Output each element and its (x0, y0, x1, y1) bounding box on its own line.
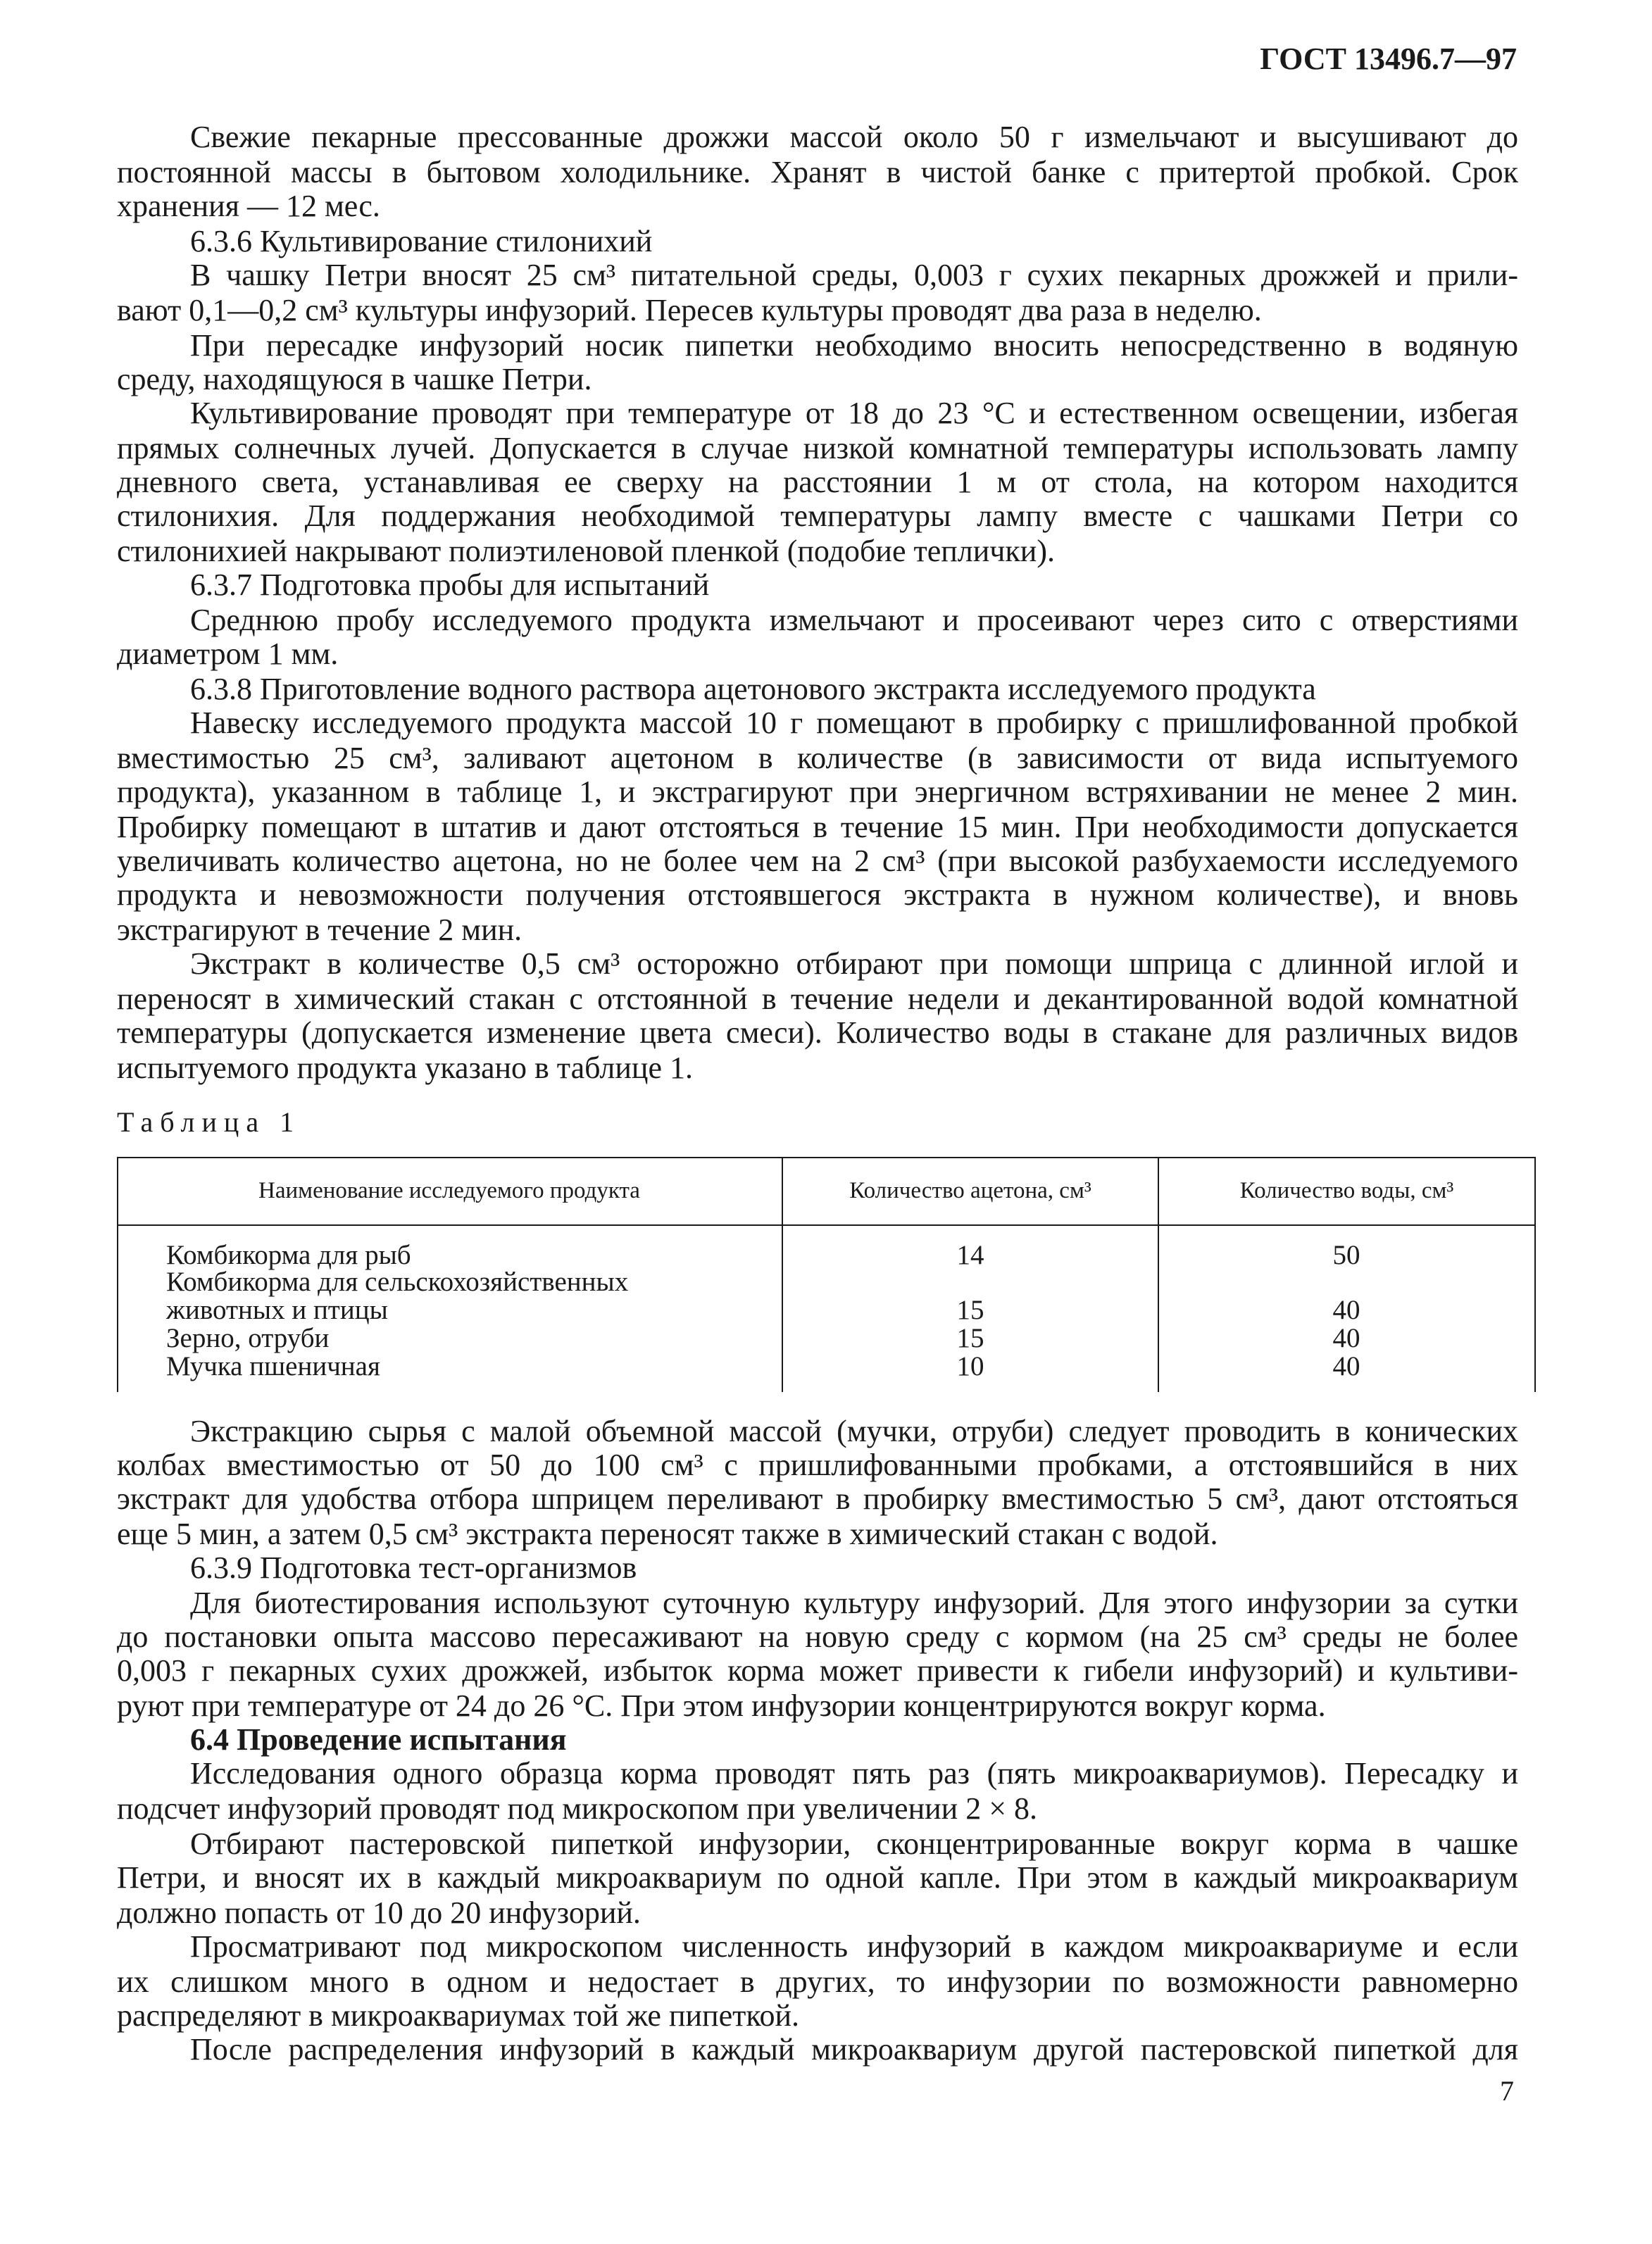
paragraph-line: продукта), указанном в таблице 1, и экстрагируют при энергичном встряхивании не менее 2 мин. (117, 775, 1518, 809)
paragraph-line: хранения — 12 мес. (117, 189, 380, 223)
table-cell-name: Мучка пшеничная (166, 1351, 380, 1381)
paragraph-line: подсчет инфузорий проводят под микроскопом при увеличении 2 × 8. (117, 1791, 1038, 1826)
section-heading-6-3-6: 6.3.6 Культивирование стилонихий (190, 224, 653, 258)
paragraph-line: Экстракт в количестве 0,5 см³ осторожно отбирают при помощи шприца с длинной иглой и (190, 946, 1518, 981)
page-number: 7 (1500, 2075, 1514, 2107)
table-rule (117, 1224, 1536, 1226)
paragraph-line: Просматривают под микроскопом численность инфузорий в каждом микроаквариуме и если (190, 1929, 1518, 1964)
paragraph-line: вместимостью 25 см³, заливают ацетоном в количестве (в зависимости от вида испытуемого (117, 741, 1518, 775)
table-rule (1534, 1157, 1536, 1392)
standard-header: ГОСТ 13496.7—97 (1260, 42, 1517, 76)
paragraph-line: Отбирают пастеровской пипеткой инфузории, сконцентрированные вокруг корма в чашке (190, 1826, 1518, 1861)
table-header-water: Количество воды, см³ (1239, 1178, 1454, 1203)
paragraph-line: среду, находящуюся в чашке Петри. (117, 362, 592, 396)
paragraph-line: Петри, и вносят их в каждый микроаквариум по одной капле. При этом в каждый микроаквариум (117, 1860, 1518, 1895)
data-table (117, 1157, 1536, 1392)
paragraph-line: В чашку Петри вносят 25 см³ питательной среды, 0,003 г сухих пекарных дрожжей и прили- (190, 258, 1518, 292)
paragraph-line: Культивирование проводят при температуре от 18 до 23 °С и естественном освещении, избегая (190, 396, 1518, 430)
table-cell-name: Комбикорма для сельскохозяйственных (166, 1267, 629, 1297)
paragraph-line: Для биотестирования используют суточную культуру инфузорий. Для этого инфузории за сутки (190, 1586, 1518, 1620)
table-caption: Таблица 1 (117, 1106, 301, 1138)
table-cell-name: Зерно, отруби (166, 1323, 330, 1353)
paragraph-line: еще 5 мин, а затем 0,5 см³ экстракта переносят также в химический стакан с водой. (117, 1517, 1218, 1551)
table-cell-water: 40 (1332, 1295, 1360, 1325)
paragraph-line: прямых солнечных лучей. Допускается в случае низкой комнатной температуры использовать лампу (117, 431, 1518, 465)
paragraph-line: 0,003 г пекарных сухих дрожжей, избыток корма может привести к гибели инфузорий) и культиви- (117, 1653, 1518, 1688)
paragraph-line: Пробирку помещают в штатив и дают отстояться в течение 15 мин. При необходимости допускается (117, 810, 1518, 844)
table-cell-acetone: 15 (956, 1295, 984, 1325)
paragraph-line: должно попасть от 10 до 20 инфузорий. (117, 1895, 641, 1930)
paragraph-line: Среднюю пробу исследуемого продукта измельчают и просеивают через сито с отверстиями (190, 603, 1518, 637)
paragraph-line: увеличивать количество ацетона, но не более чем на 2 см³ (при высокой разбухаемости исследуемого (117, 844, 1518, 878)
paragraph-line: дневного света, устанавливая ее сверху на расстоянии 1 м от стола, на котором находится (117, 465, 1518, 499)
table-cell-name: животных и птицы (166, 1295, 388, 1325)
paragraph-line: Исследования одного образца корма проводят пять раз (пять микроаквариумов). Пересадку и (190, 1756, 1518, 1791)
paragraph-line: экстракт для удобства отбора шприцем переливают в пробирку вместимостью 5 см³, дают отстояться (117, 1481, 1518, 1516)
paragraph-line: После распределения инфузорий в каждый микроаквариум другой пастеровской пипеткой для (190, 2032, 1518, 2067)
paragraph-line: колбах вместимостью от 50 до 100 см³ с пришлифованными пробками, а отстоявшийся в них (117, 1448, 1518, 1482)
paragraph-line: Экстракцию сырья с малой объемной массой (мучки, отруби) следует проводить в конических (190, 1414, 1518, 1448)
paragraph-line: до постановки опыта массово пересаживают на новую среду с кормом (на 25 см³ среды не более (117, 1619, 1518, 1654)
section-heading-6-3-8: 6.3.8 Приготовление водного раствора ацетонового экстракта исследуемого продукта (190, 672, 1316, 706)
paragraph-line: При пересадке инфузорий носик пипетки необходимо вносить непосредственно в водяную (190, 328, 1518, 363)
paragraph-line: испытуемого продукта указано в таблице 1. (117, 1051, 693, 1085)
paragraph-line: Навеску исследуемого продукта массой 10 г помещают в пробирку с пришлифованной пробкой (190, 706, 1518, 740)
paragraph-line: стилонихия. Для поддержания необходимой температуры лампу вместе с чашками Петри со (117, 499, 1518, 533)
table-cell-acetone: 10 (956, 1351, 984, 1381)
paragraph-line: вают 0,1—0,2 см³ культуры инфузорий. Пересев культуры проводят два раза в неделю. (117, 293, 1262, 327)
table-cell-water: 40 (1332, 1323, 1360, 1353)
table-header-acetone: Количество ацетона, см³ (849, 1178, 1091, 1203)
table-cell-water: 40 (1332, 1351, 1360, 1381)
paragraph-line: постоянной массы в бытовом холодильнике. Хранят в чистой банке с притертой пробкой. Срок (117, 155, 1518, 189)
paragraph-line: стилонихией накрывают полиэтиленовой пленкой (подобие теплички). (117, 534, 1055, 568)
paragraph-line: распределяют в микроаквариумах той же пипеткой. (117, 1998, 800, 2033)
paragraph-line: их слишком много в одном и недостает в других, то инфузории по возможности равномерно (117, 1964, 1518, 1999)
paragraph-line: продукта и невозможности получения отстоявшегося экстракта в нужном количестве), и вновь (117, 877, 1518, 912)
paragraph-line: температуры (допускается изменение цвета смеси). Количество воды в стакане для различных видов (117, 1015, 1518, 1050)
table-cell-name: Комбикорма для рыб (166, 1240, 411, 1270)
section-heading-6-3-9: 6.3.9 Подготовка тест-организмов (190, 1550, 637, 1585)
table-cell-acetone: 14 (956, 1240, 984, 1270)
paragraph-line: руют при температуре от 24 до 26 °С. При этом инфузории концентрируются вокруг корма. (117, 1688, 1326, 1723)
paragraph-line: переносят в химический стакан с отстоянной в течение недели и декантированной водой комнатной (117, 982, 1518, 1016)
table-rule (117, 1157, 1536, 1158)
paragraph-line: диаметром 1 мм. (117, 637, 339, 671)
table-header-product: Наименование исследуемого продукта (258, 1178, 640, 1203)
paragraph-line: экстрагируют в течение 2 мин. (117, 913, 522, 947)
section-heading-6-3-7: 6.3.7 Подготовка пробы для испытаний (190, 568, 710, 602)
table-cell-acetone: 15 (956, 1323, 984, 1353)
section-heading-6-4: 6.4 Проведение испытания (190, 1722, 567, 1757)
paragraph-line: Свежие пекарные прессованные дрожжи массой около 50 г измельчают и высушивают до (190, 120, 1518, 154)
table-cell-water: 50 (1332, 1240, 1360, 1270)
